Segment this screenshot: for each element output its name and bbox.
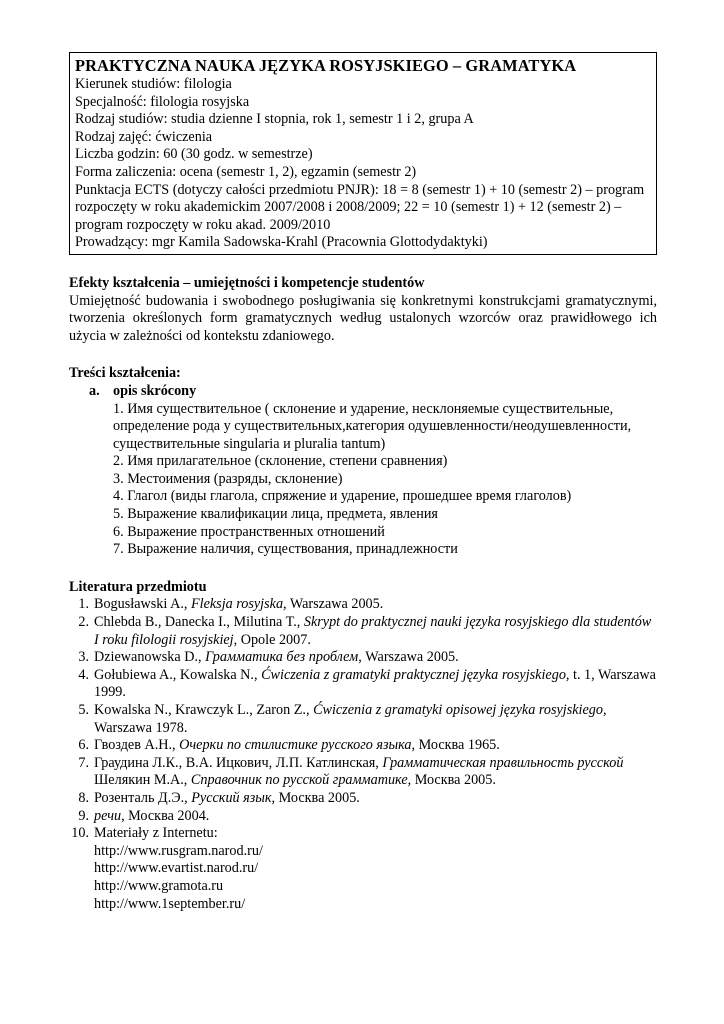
- study-type: Rodzaj studiów: studia dzienne I stopnia, rok 1, semestr 1 i 2, grupa A: [75, 111, 474, 128]
- assessment-form: Forma zaliczenia: ocena (semestr 1, 2), egzamin (semestr 2): [75, 163, 417, 180]
- content-item: 7. Выражение наличия, существования, принадлежности: [113, 541, 458, 558]
- content-item: 2. Имя прилагательное (склонение, степени сравнения): [113, 453, 448, 470]
- hours-label: Liczba godzin: [75, 146, 156, 163]
- link-1september[interactable]: http://www.1september.ru/: [94, 895, 246, 912]
- effects-text: Umiejętność budowania i swobodnego posługiwania się konkretnymi konstrukcjami gramatycznymi, tworzenia określonych form gramatycznych według ustalonych wzorców oraz prawidłowego ich użycia w zależności od kontekstu zdaniowego.: [69, 292, 657, 344]
- hours: [75, 146, 651, 164]
- literature-item: 9. речи, Москва 2004.: [78, 807, 210, 824]
- internet-links: [69, 843, 657, 913]
- literature-item: 1. Bogusławski A., Fleksja rosyjska, Warszawa 2005.: [78, 596, 384, 613]
- literature-item: 5. Kowalska N., Krawczyk L., Zaron Z., Ćwiczenia z gramatyki opisowej języka rosyjskiego, Warszawa 1978.: [78, 702, 607, 736]
- document-page: [69, 52, 657, 913]
- content-subheading: [89, 383, 657, 401]
- subheading-marker: a.: [89, 382, 100, 399]
- literature-item: 7. Граудина Л.К., В.А. Ицкович, Л.П. Катлинская, Грамматическая правильность русской Шелякин М.А., Справочник по русской грамматике, Москва 2005.: [78, 754, 624, 789]
- content-item: 6. Выражение пространственных отношений: [113, 523, 385, 540]
- content-list: [113, 401, 657, 559]
- effects-heading: Efekty kształcenia – umiejętności i kompetencje studentów: [69, 274, 425, 291]
- content-item: 3. Местоимения (разряды, склонение): [113, 470, 343, 487]
- specialization: Specjalność: filologia rosyjska: [75, 93, 250, 110]
- literature-item: 2. Chlebda B., Danecka I., Milutina T., Skrypt do praktycznej nauki języka rosyjskiego dla studentów I roku filologii rosyjskiej, Opole 2007.: [78, 614, 652, 648]
- course-title: PRAKTYCZNA NAUKA JĘZYKA ROSYJSKIEGO – GRAMATYKA: [75, 56, 577, 75]
- link-rusgram[interactable]: http://www.rusgram.narod.ru/: [94, 842, 263, 859]
- link-evartist[interactable]: http://www.evartist.narod.ru/: [94, 860, 259, 877]
- course-info-box: [69, 52, 657, 255]
- literature-item: 8. Розенталь Д.Э., Русский язык, Москва 2005.: [78, 789, 360, 806]
- literature-list: [69, 596, 657, 842]
- field-of-study: Kierunek studiów: filologia: [75, 76, 232, 92]
- content-item: 5. Выражение квалификации лица, предмета, явления: [113, 506, 438, 523]
- literature-item: 3. Dziewanowska D., Грамматика без проблем, Warszawa 2005.: [78, 649, 459, 666]
- ects-points: Punktacja ECTS (dotyczy całości przedmiotu PNJR): 18 = 8 (semestr 1) + 10 (semestr 2) – program rozpoczęty w roku akademickim 2007/2008 i 2008/2009; 22 = 10 (semestr 1) + 12 (semestr 2) – program rozpoczęty w roku akad. 2009/2010: [75, 181, 645, 233]
- content-heading: Treści kształcenia:: [69, 365, 181, 382]
- class-type: Rodzaj zajęć: ćwiczenia: [75, 128, 213, 145]
- literature-heading: Literatura przedmiotu: [69, 578, 207, 595]
- lecturer: Prowadzący: mgr Kamila Sadowska-Krahl (Pracownia Glottodydaktyki): [75, 234, 488, 251]
- literature-item: 6. Гвоздев А.Н., Очерки по стилистике русского языка, Москва 1965.: [78, 737, 500, 754]
- content-item: 1. Имя существительное ( склонение и ударение, несклоняемые существительные, определение рода у существительных,категория одушевленности/неодушевленности, существительные singularia и pluralia tantum): [113, 400, 632, 452]
- content-item: 4. Глагол (виды глагола, спряжение и ударение, прошедшее время глаголов): [113, 488, 572, 505]
- link-gramota[interactable]: http://www.gramota.ru: [94, 877, 224, 894]
- literature-item: 4. Gołubiewa A., Kowalska N., Ćwiczenia z gramatyki praktycznej języka rosyjskiego, t. 1, Warszawa 1999.: [78, 666, 656, 701]
- hours-value: : 60 (30 godz. w semestrze): [155, 146, 313, 163]
- subheading-text: opis skrócony: [113, 382, 197, 399]
- literature-item: 10. Materiały z Internetu:: [71, 825, 218, 842]
